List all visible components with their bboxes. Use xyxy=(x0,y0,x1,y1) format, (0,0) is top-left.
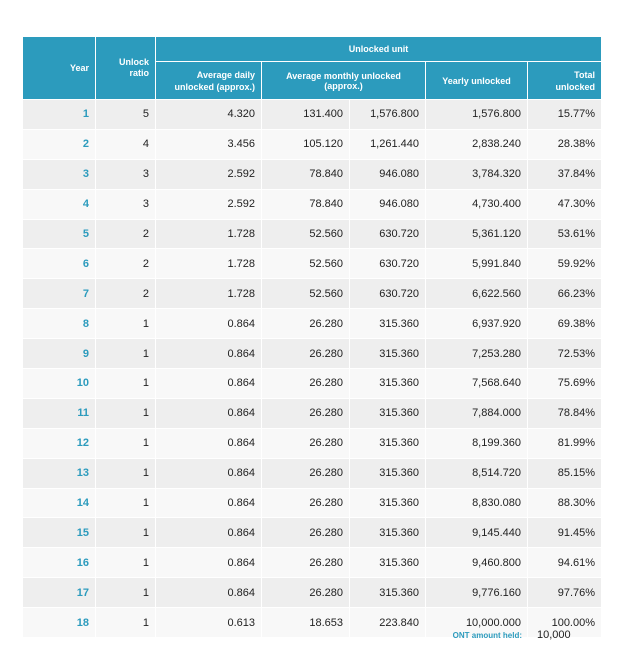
cell-unlock-ratio: 1 xyxy=(96,398,156,428)
cell-average-daily: 0.864 xyxy=(156,458,262,488)
cell-yearly-unlocked: 9,460.800 xyxy=(426,548,528,578)
cell-average-monthly: 52.560 xyxy=(262,219,350,249)
cell-total-unlocked: 100.00% xyxy=(528,608,602,638)
cell-year: 1 xyxy=(23,100,96,130)
cell-unlock-ratio: 1 xyxy=(96,339,156,369)
header-year: Year xyxy=(23,37,96,100)
cell-unlock-ratio: 1 xyxy=(96,488,156,518)
table-row xyxy=(23,189,602,219)
cell-average-daily: 1.728 xyxy=(156,219,262,249)
cell-yearly-unlocked: 1,576.800 xyxy=(426,100,528,130)
table-row xyxy=(23,249,602,279)
cell-unlock-ratio: 1 xyxy=(96,578,156,608)
cell-average-monthly: 26.280 xyxy=(262,309,350,339)
cell-average-monthly-2: 315.360 xyxy=(350,369,426,399)
cell-average-monthly: 26.280 xyxy=(262,578,350,608)
cell-yearly-unlocked: 4,730.400 xyxy=(426,189,528,219)
cell-average-monthly-2: 630.720 xyxy=(350,279,426,309)
cell-total-unlocked: 85.15% xyxy=(528,458,602,488)
cell-average-monthly: 26.280 xyxy=(262,369,350,399)
table-row xyxy=(23,129,602,159)
cell-average-monthly-2: 315.360 xyxy=(350,339,426,369)
cell-average-daily: 0.864 xyxy=(156,518,262,548)
cell-year: 17 xyxy=(23,578,96,608)
cell-year: 6 xyxy=(23,249,96,279)
cell-unlock-ratio: 1 xyxy=(96,608,156,638)
cell-average-daily: 0.613 xyxy=(156,608,262,638)
cell-year: 12 xyxy=(23,428,96,458)
cell-yearly-unlocked: 7,253.280 xyxy=(426,339,528,369)
cell-average-monthly: 78.840 xyxy=(262,159,350,189)
cell-total-unlocked: 88.30% xyxy=(528,488,602,518)
cell-year: 14 xyxy=(23,488,96,518)
cell-unlock-ratio: 2 xyxy=(96,249,156,279)
cell-year: 16 xyxy=(23,548,96,578)
cell-average-monthly: 26.280 xyxy=(262,488,350,518)
cell-average-monthly-2: 315.360 xyxy=(350,578,426,608)
cell-year: 3 xyxy=(23,159,96,189)
cell-average-daily: 3.456 xyxy=(156,129,262,159)
cell-average-daily: 4.320 xyxy=(156,100,262,130)
cell-average-monthly-2: 630.720 xyxy=(350,219,426,249)
cell-average-daily: 0.864 xyxy=(156,578,262,608)
cell-average-daily: 2.592 xyxy=(156,159,262,189)
cell-yearly-unlocked: 8,199.360 xyxy=(426,428,528,458)
cell-total-unlocked: 59.92% xyxy=(528,249,602,279)
cell-year: 8 xyxy=(23,309,96,339)
cell-average-monthly: 52.560 xyxy=(262,249,350,279)
cell-unlock-ratio: 1 xyxy=(96,518,156,548)
cell-yearly-unlocked: 5,361.120 xyxy=(426,219,528,249)
table-row xyxy=(23,548,602,578)
cell-yearly-unlocked: 10,000.000 xyxy=(426,608,528,638)
cell-average-monthly-2: 315.360 xyxy=(350,309,426,339)
table-row xyxy=(23,279,602,309)
cell-unlock-ratio: 1 xyxy=(96,428,156,458)
table-row xyxy=(23,428,602,458)
cell-average-monthly: 52.560 xyxy=(262,279,350,309)
cell-average-monthly-2: 630.720 xyxy=(350,249,426,279)
cell-unlock-ratio: 1 xyxy=(96,309,156,339)
cell-average-daily: 0.864 xyxy=(156,339,262,369)
cell-year: 11 xyxy=(23,398,96,428)
cell-yearly-unlocked: 3,784.320 xyxy=(426,159,528,189)
cell-yearly-unlocked: 7,884.000 xyxy=(426,398,528,428)
cell-average-daily: 1.728 xyxy=(156,249,262,279)
cell-yearly-unlocked: 9,776.160 xyxy=(426,578,528,608)
table-row xyxy=(23,219,602,249)
cell-year: 18 xyxy=(23,608,96,638)
cell-total-unlocked: 47.30% xyxy=(528,189,602,219)
cell-year: 9 xyxy=(23,339,96,369)
cell-average-monthly-2: 1,576.800 xyxy=(350,100,426,130)
cell-total-unlocked: 94.61% xyxy=(528,548,602,578)
cell-unlock-ratio: 2 xyxy=(96,279,156,309)
cell-yearly-unlocked: 5,991.840 xyxy=(426,249,528,279)
cell-average-daily: 2.592 xyxy=(156,189,262,219)
cell-average-daily: 0.864 xyxy=(156,309,262,339)
cell-yearly-unlocked: 8,830.080 xyxy=(426,488,528,518)
cell-yearly-unlocked: 2,838.240 xyxy=(426,129,528,159)
cell-total-unlocked: 91.45% xyxy=(528,518,602,548)
cell-average-monthly-2: 315.360 xyxy=(350,428,426,458)
table-row xyxy=(23,159,602,189)
cell-unlock-ratio: 4 xyxy=(96,129,156,159)
cell-year: 7 xyxy=(23,279,96,309)
header-unlocked-unit: Unlocked unit xyxy=(156,37,602,62)
cell-total-unlocked: 15.77% xyxy=(528,100,602,130)
cell-unlock-ratio: 5 xyxy=(96,100,156,130)
cell-year: 10 xyxy=(23,369,96,399)
cell-average-daily: 0.864 xyxy=(156,548,262,578)
cell-total-unlocked: 75.69% xyxy=(528,369,602,399)
table-row xyxy=(23,339,602,369)
cell-total-unlocked: 66.23% xyxy=(528,279,602,309)
table-header xyxy=(23,37,602,100)
header-average-daily: Average daily unlocked (approx.) xyxy=(156,62,262,100)
cell-average-daily: 0.864 xyxy=(156,428,262,458)
cell-total-unlocked: 69.38% xyxy=(528,309,602,339)
header-unlock-ratio: Unlock ratio xyxy=(96,37,156,100)
unlock-schedule-table xyxy=(22,36,602,638)
cell-year: 5 xyxy=(23,219,96,249)
cell-yearly-unlocked: 8,514.720 xyxy=(426,458,528,488)
cell-average-monthly: 18.653 xyxy=(262,608,350,638)
table-row xyxy=(23,458,602,488)
cell-unlock-ratio: 3 xyxy=(96,189,156,219)
ont-amount-label: ONT amount held: xyxy=(452,631,522,640)
cell-year: 13 xyxy=(23,458,96,488)
cell-average-monthly-2: 946.080 xyxy=(350,159,426,189)
table-row xyxy=(23,309,602,339)
cell-total-unlocked: 28.38% xyxy=(528,129,602,159)
cell-total-unlocked: 53.61% xyxy=(528,219,602,249)
cell-unlock-ratio: 3 xyxy=(96,159,156,189)
cell-average-monthly-2: 223.840 xyxy=(350,608,426,638)
cell-average-monthly-2: 1,261.440 xyxy=(350,129,426,159)
cell-average-monthly-2: 315.360 xyxy=(350,548,426,578)
cell-yearly-unlocked: 6,622.560 xyxy=(426,279,528,309)
table-row xyxy=(23,398,602,428)
cell-yearly-unlocked: 9,145.440 xyxy=(426,518,528,548)
cell-average-monthly: 26.280 xyxy=(262,518,350,548)
header-average-monthly: Average monthly unlocked (approx.) xyxy=(262,62,426,100)
cell-average-monthly-2: 315.360 xyxy=(350,458,426,488)
cell-average-daily: 0.864 xyxy=(156,398,262,428)
cell-average-monthly-2: 315.360 xyxy=(350,518,426,548)
cell-average-monthly: 78.840 xyxy=(262,189,350,219)
table-row xyxy=(23,488,602,518)
cell-total-unlocked: 37.84% xyxy=(528,159,602,189)
cell-average-monthly-2: 315.360 xyxy=(350,398,426,428)
table-row xyxy=(23,518,602,548)
header-yearly-unlocked: Yearly unlocked xyxy=(426,62,528,100)
cell-average-monthly: 105.120 xyxy=(262,129,350,159)
cell-year: 2 xyxy=(23,129,96,159)
cell-unlock-ratio: 2 xyxy=(96,219,156,249)
cell-average-daily: 0.864 xyxy=(156,488,262,518)
cell-yearly-unlocked: 6,937.920 xyxy=(426,309,528,339)
cell-unlock-ratio: 1 xyxy=(96,458,156,488)
cell-average-monthly: 26.280 xyxy=(262,428,350,458)
cell-yearly-unlocked: 7,568.640 xyxy=(426,369,528,399)
cell-average-monthly: 26.280 xyxy=(262,458,350,488)
cell-total-unlocked: 72.53% xyxy=(528,339,602,369)
cell-average-monthly: 26.280 xyxy=(262,339,350,369)
unlock-table-container xyxy=(22,36,601,638)
cell-average-daily: 1.728 xyxy=(156,279,262,309)
cell-unlock-ratio: 1 xyxy=(96,548,156,578)
cell-total-unlocked: 81.99% xyxy=(528,428,602,458)
table-row xyxy=(23,100,602,130)
cell-average-monthly: 131.400 xyxy=(262,100,350,130)
table-row xyxy=(23,578,602,608)
ont-amount-value: 10,000 xyxy=(537,629,571,641)
cell-average-monthly-2: 315.360 xyxy=(350,488,426,518)
cell-total-unlocked: 78.84% xyxy=(528,398,602,428)
cell-year: 4 xyxy=(23,189,96,219)
cell-unlock-ratio: 1 xyxy=(96,369,156,399)
footer xyxy=(0,629,640,645)
cell-average-monthly-2: 946.080 xyxy=(350,189,426,219)
header-total-unlocked: Total unlocked xyxy=(528,62,602,100)
cell-average-daily: 0.864 xyxy=(156,369,262,399)
cell-total-unlocked: 97.76% xyxy=(528,578,602,608)
cell-average-monthly: 26.280 xyxy=(262,548,350,578)
table-body xyxy=(23,100,602,638)
cell-year: 15 xyxy=(23,518,96,548)
table-row xyxy=(23,369,602,399)
cell-average-monthly: 26.280 xyxy=(262,398,350,428)
